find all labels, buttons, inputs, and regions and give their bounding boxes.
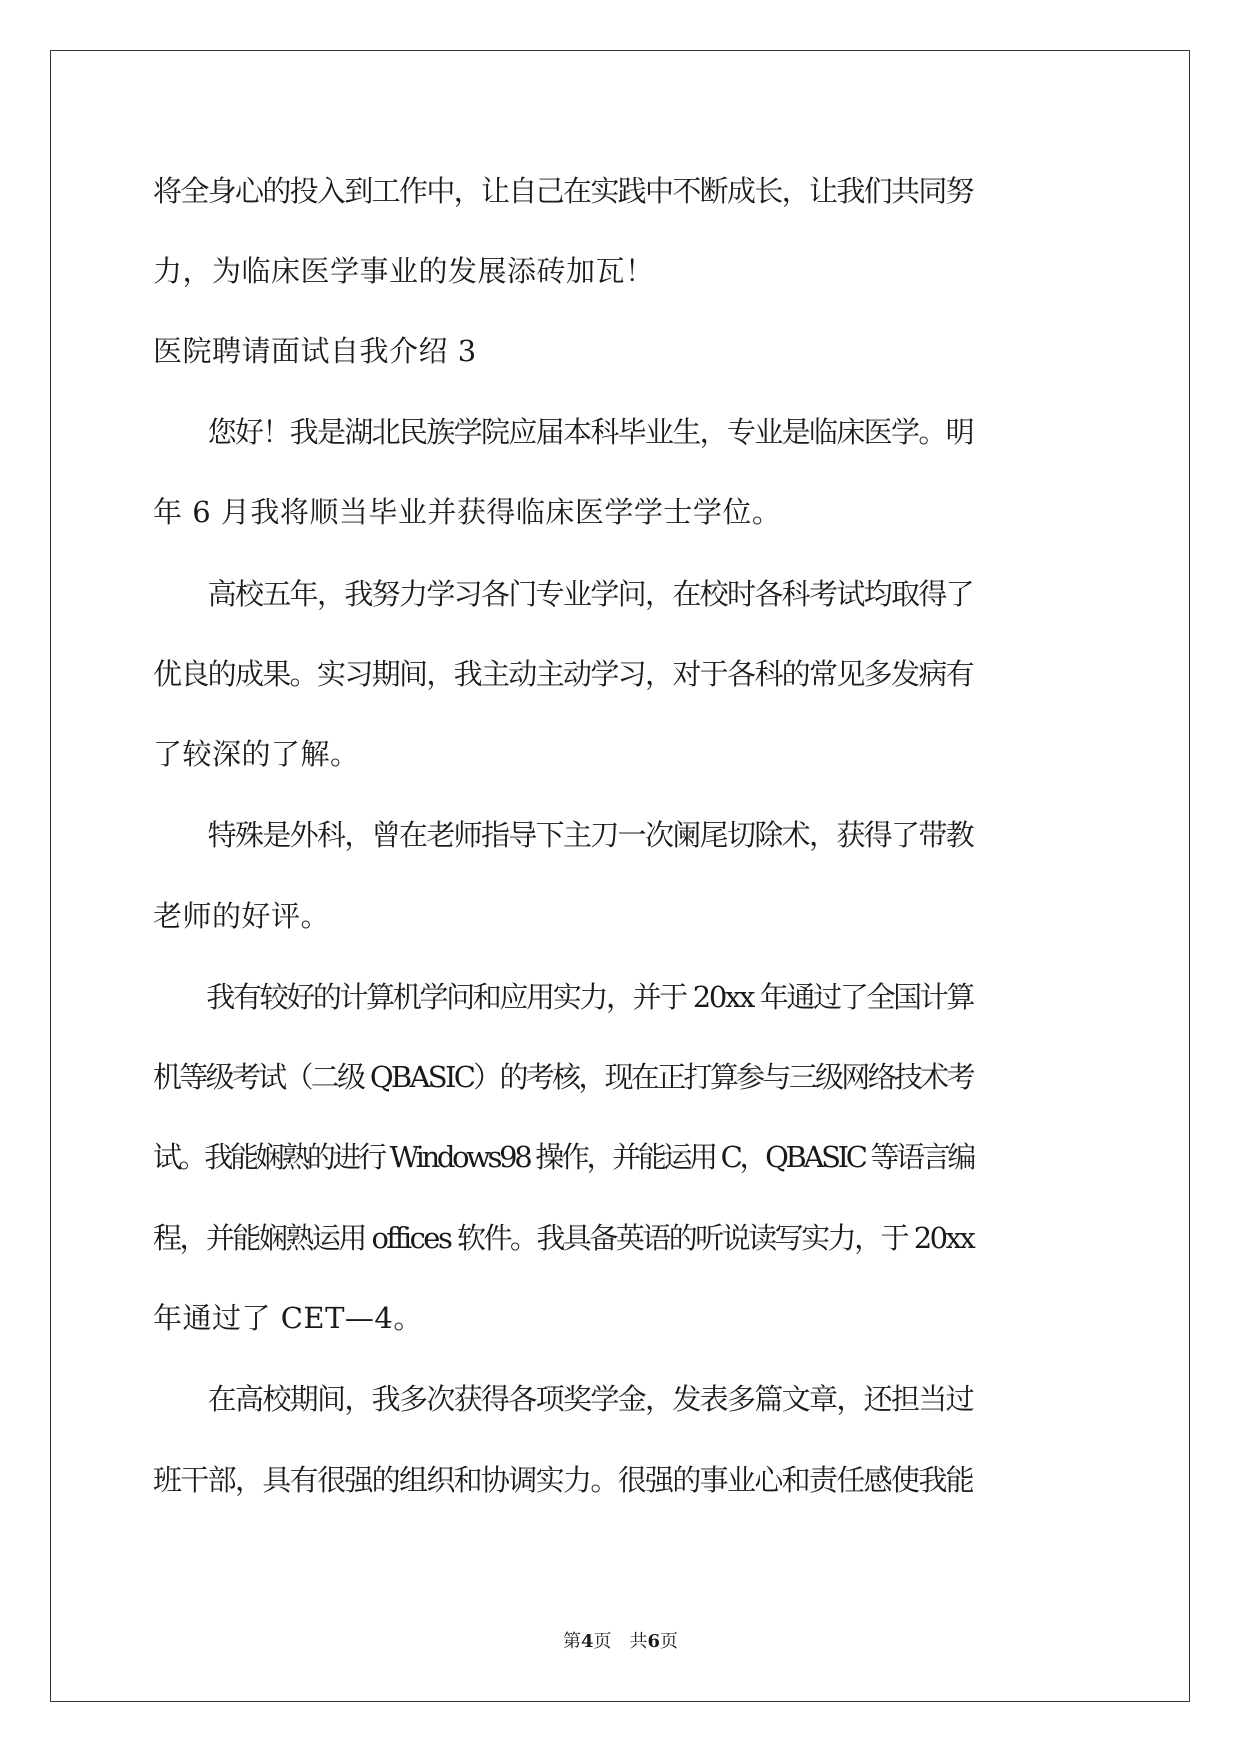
section-heading: 医院聘请面试自我介绍 3 — [153, 334, 477, 368]
page-suffix: 页 — [660, 1631, 679, 1652]
text-line: 在高校期间，我多次获得各项奖学金，发表多篇文章，还担当过 — [153, 1382, 974, 1416]
text-line: 力，为临床医学事业的发展添砖加瓦！ — [153, 254, 655, 288]
text-line: 我有较好的计算机学问和应用实力，并于 20xx 年通过了全国计算 — [153, 980, 974, 1014]
page-total: 6 — [647, 1631, 661, 1652]
text-line: 老师的好评。 — [153, 899, 331, 933]
text-line: 程，并能娴熟运用 offices 软件。我具备英语的听说读写实力，于 20xx — [153, 1221, 974, 1255]
text-line: 班干部，具有很强的组织和协调实力。很强的事业心和责任感使我能 — [153, 1463, 974, 1497]
page-footer — [0, 1630, 1241, 1654]
text-line: 优良的成果。实习期间，我主动主动学习，对于各科的常见多发病有 — [153, 657, 974, 691]
text-line: 了较深的了解。 — [153, 737, 360, 771]
text-line: 试。我能娴熟的进行 Windows98 操作，并能运用 C，QBASIC 等语言编 — [153, 1140, 973, 1174]
text-line: 将全身心的投入到工作中，让自己在实践中不断成长，让我们共同努 — [153, 174, 974, 208]
text-line: 年通过了 CET—4。 — [153, 1301, 423, 1335]
page-prefix: 第 — [562, 1631, 581, 1652]
text-line: 年 6 月我将顺当毕业并获得临床医学学士学位。 — [153, 495, 782, 529]
text-line: 机等级考试（二级 QBASIC）的考核，现在正打算参与三级网络技术考 — [153, 1060, 973, 1094]
text-line: 您好！我是湖北民族学院应届本科毕业生，专业是临床医学。明 — [153, 415, 974, 449]
page-current: 4 — [580, 1631, 594, 1652]
page-border — [50, 50, 1190, 1702]
text-line: 高校五年，我努力学习各门专业学问，在校时各科考试均取得了 — [153, 577, 974, 611]
text-line: 特殊是外科，曾在老师指导下主刀一次阑尾切除术，获得了带教 — [153, 818, 974, 852]
page-mid: 页 共 — [593, 1631, 648, 1652]
